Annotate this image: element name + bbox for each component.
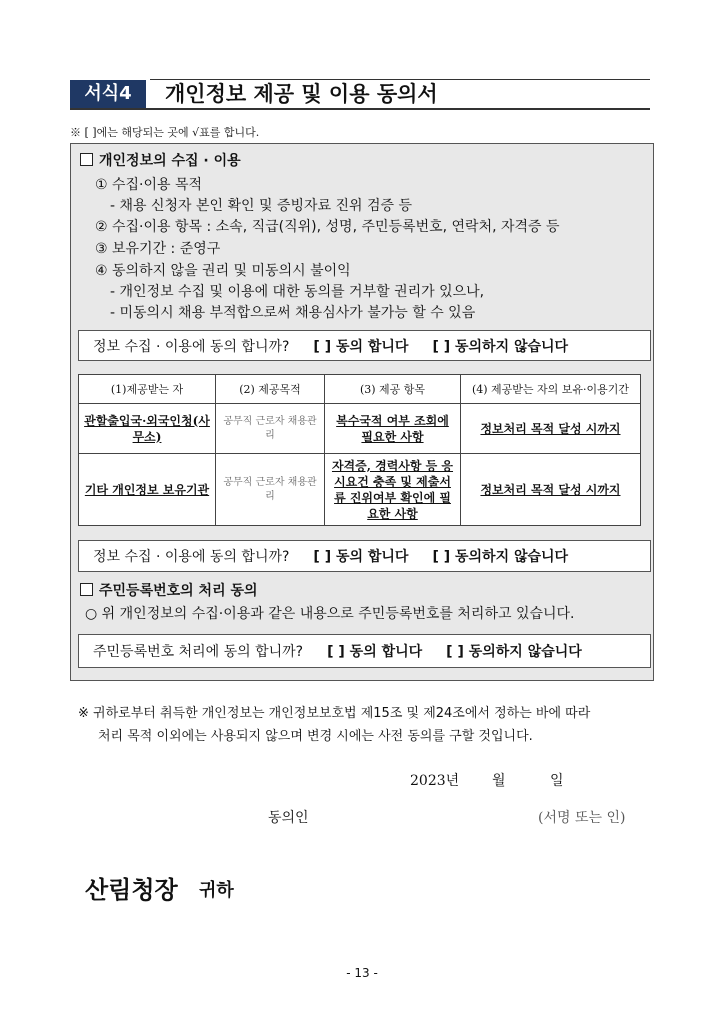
section1-title: 개인정보의 수집 · 이용	[99, 153, 241, 169]
consent-row-resident-number	[78, 634, 651, 668]
section1-item: ① 수집·이용 목적	[95, 177, 203, 193]
items-cell: 자격증, 경력사항 등 응시요건 충족 및 제출서류 진위여부 확인에 필요한 사항	[325, 454, 461, 526]
purpose-cell: 공무직 근로자 채용관리	[216, 404, 325, 454]
agree-checkbox[interactable]: [ ] 동의 합니다	[313, 549, 409, 565]
col-header-purpose: (2) 제공목적	[216, 375, 325, 404]
col-header-recipient: (1)제공받는 자	[79, 375, 216, 404]
checkbox-square-icon	[80, 153, 93, 166]
items-cell: 복수국적 여부 조회에 필요한 사항	[325, 404, 461, 454]
consent-question: 주민등록번호 처리에 동의 합니까?	[93, 644, 304, 660]
disagree-checkbox[interactable]: [ ] 동의하지 않습니다	[432, 549, 569, 565]
consent-question: 정보 수집 · 이용에 동의 합니까?	[93, 338, 290, 355]
addressee-name: 산림청장	[85, 876, 178, 904]
header-bottom-rule	[70, 108, 650, 110]
disagree-checkbox[interactable]: [ ] 동의하지 않습니다	[446, 644, 582, 660]
page-number: - 13 -	[346, 966, 378, 980]
section1-item: ④ 동의하지 않을 권리 및 미동의시 불이익	[95, 263, 351, 279]
provision-table	[78, 374, 641, 526]
table-header-row	[79, 375, 641, 404]
checkbox-square-icon	[80, 583, 93, 596]
addressee-suffix: 귀하	[199, 880, 234, 901]
section2-heading	[80, 581, 258, 601]
agree-checkbox[interactable]: [ ] 동의 합니다	[327, 644, 423, 660]
col-header-items: (3) 제공 항목	[325, 375, 461, 404]
consent-row-collection	[78, 330, 651, 361]
signer-label: 동의인	[268, 810, 309, 826]
consent-row-provision	[78, 540, 651, 572]
section1-item: - 미동의시 채용 부적합으로써 채용심사가 불가능 할 수 있음	[110, 305, 476, 321]
disagree-checkbox[interactable]: [ ] 동의하지 않습니다	[432, 338, 569, 355]
date-year: 2023년	[410, 773, 460, 789]
page-title: 개인정보 제공 및 이용 동의서	[165, 82, 438, 106]
section2-item: ○ 위 개인정보의 수집·이용과 같은 내용으로 주민등록번호를 처리하고 있습니다.	[85, 606, 575, 622]
date-day: 일	[550, 773, 564, 789]
signature-field[interactable]: (서명 또는 인)	[538, 810, 626, 826]
footer-note-line2: 처리 목적 이외에는 사용되지 않으며 변경 시에는 사전 동의를 구할 것입니다.	[98, 729, 533, 744]
section1-item: ② 수집·이용 항목 : 소속, 직급(직위), 성명, 주민등록번호, 연락처, 자격증 등	[95, 219, 560, 235]
table-row	[79, 404, 641, 454]
agree-checkbox[interactable]: [ ] 동의 합니다	[313, 338, 409, 355]
instruction-note: ※ [ ]에는 해당되는 곳에 √표를 합니다.	[70, 126, 260, 139]
table-row	[79, 454, 641, 526]
section1-item: - 개인정보 수집 및 이용에 대한 동의를 거부할 권리가 있으나,	[110, 284, 485, 300]
period-cell: 정보처리 목적 달성 시까지	[461, 404, 641, 454]
col-header-period: (4) 제공받는 자의 보유·이용기간	[461, 375, 641, 404]
consent-question: 정보 수집 · 이용에 동의 합니까?	[93, 549, 290, 565]
period-cell: 정보처리 목적 달성 시까지	[461, 454, 641, 526]
recipient-cell: 기타 개인정보 보유기관	[79, 454, 216, 526]
section2-title: 주민등록번호의 처리 동의	[99, 583, 258, 599]
purpose-cell: 공무직 근로자 채용관리	[216, 454, 325, 526]
section1-item: - 채용 신청자 본인 확인 및 증빙자료 진위 검증 등	[110, 198, 413, 214]
footer-note-line1: ※ 귀하로부터 취득한 개인정보는 개인정보보호법 제15조 및 제24조에서 정하는 바에 따라	[78, 706, 591, 721]
section1-heading	[80, 151, 241, 171]
section1-item: ③ 보유기간 : 준영구	[95, 241, 221, 257]
form-number-badge: 서식4	[70, 80, 146, 108]
recipient-cell: 관할출입국·외국인청(사무소)	[79, 404, 216, 454]
date-month: 월	[492, 773, 506, 789]
